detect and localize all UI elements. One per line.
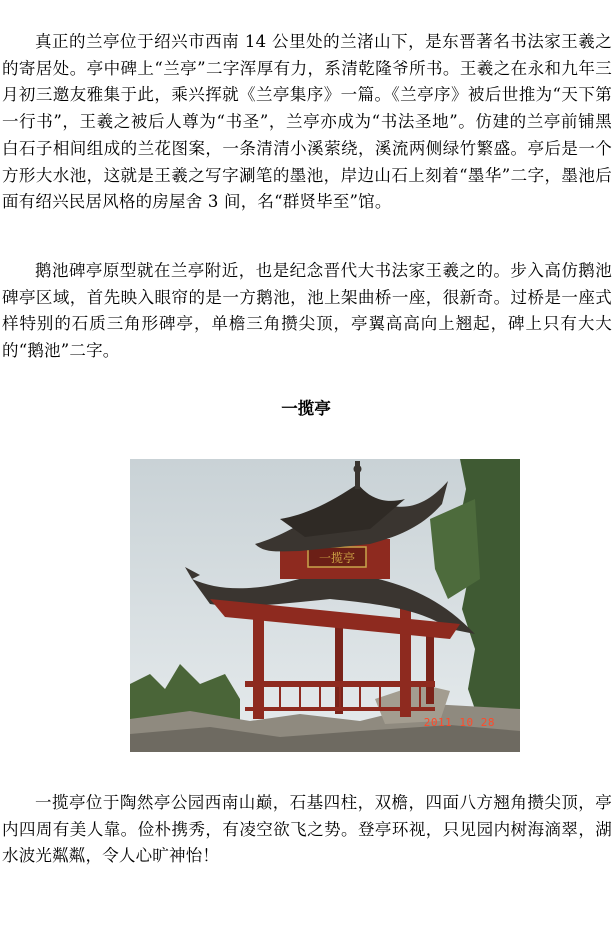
paragraph-yilan-pavilion: 一揽亭位于陶然亭公园西南山巅，石基四柱，双檐，四面八方翘角攒尖顶，亭内四周有美人靠。俭朴携秀，有凌空欲飞之势。登亭环视，只见园内树海滴翠，湖水波光粼粼，令人心旷神怡！ xyxy=(2,793,612,865)
paragraph-echi-pavilion: 鹅池碑亭原型就在兰亭附近，也是纪念晋代大书法家王羲之的。步入高仿鹅池碑亭区域，首先映入眼帘的是一方鹅池，池上架曲桥一座，很新奇。过桥是一座式样特别的石质三角形碑亭，单檐三角攒尖顶，亭翼高高向上翘起，碑上只有大大的“鹅池”二字。 xyxy=(2,261,612,361)
pavilion-illustration xyxy=(130,459,520,752)
pavilion-photo xyxy=(130,459,520,752)
intro-paragraph-lanting: 真正的兰亭位于绍兴市西南 14 公里处的兰渚山下，是东晋著名书法家王羲之的寄居处。亭中碑上“兰亭”二字浑厚有力，系清乾隆爷所书。王羲之在永和九年三月初三邀友雅集于此，乘兴挥就《兰亭集序》一篇。《兰亭序》被后世推为“天下第一行书”，王羲之被后人尊为“书圣”，兰亭亦成为“书法圣地”。仿建的兰亭前铺黑白石子相间组成的兰花图案，一条清清小溪萦绕，溪流两侧绿竹繁盛。亭后是一个方形大水池，这就是王羲之写字涮笔的墨池，岸边山石上刻着“墨华”二字，墨池后面有绍兴民居风格的房屋舍 3 间，名“群贤毕至”馆。 xyxy=(2,32,612,212)
date-stamp: 2011 10 28 xyxy=(423,716,495,729)
pavilion-plaque: 一揽亭 xyxy=(318,551,356,565)
section-heading: 一揽亭 xyxy=(281,399,331,418)
